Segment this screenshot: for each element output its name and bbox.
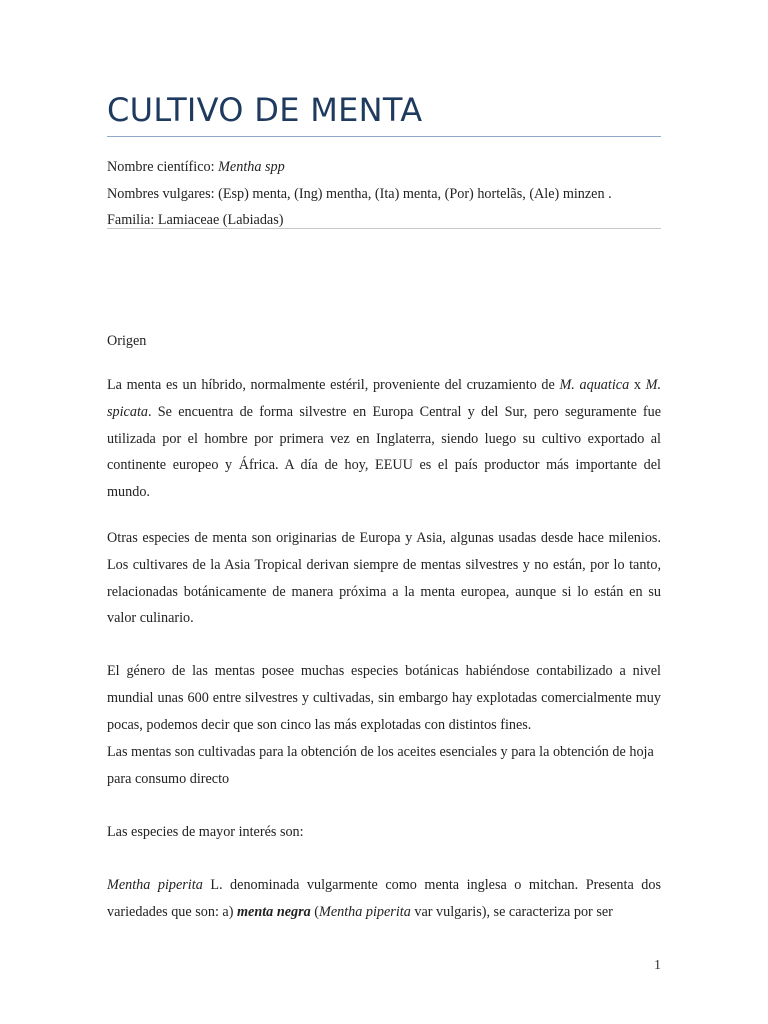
document-title: CULTIVO DE MENTA (107, 91, 423, 129)
scientific-name-value: Mentha spp (218, 159, 285, 175)
paragraph-other-species: Otras especies de menta son originarias de Europa y Asia, algunas usadas desde hace milenios. Los cultivares de la Asia Tropical derivan siempre de mentas silvestres y no están, por lo tanto, relacionadas botánicamente de manera próxima a la menta europea, aunque si lo están en su valor culinario. (107, 530, 661, 627)
paragraph-origin-text-3: . Se encuentra de forma silvestre en Europa Central y del Sur, pero seguramente fue utilizada por el hombre por primera vez en Inglaterra, siendo luego su cultivo exportado al continente europeo y África. A día de hoy, EEUU es el país productor más importante del mundo. (107, 403, 661, 501)
scientific-name-line (107, 154, 661, 181)
paragraph-piperita-text-1: L. denominada vulgarmente como menta inglesa o mitchan. Presenta dos variedades que son: a) (107, 877, 661, 920)
paragraph-piperita-text-2: ( (310, 903, 319, 920)
variety-menta-negra: menta negra (237, 903, 311, 920)
scientific-name-label: Nombre científico: (107, 159, 219, 175)
taxonomy-block (107, 154, 661, 234)
taxonomy-divider (107, 228, 661, 229)
species-heading: Las especies de mayor interés son: (107, 824, 304, 840)
origin-heading: Origen (107, 333, 147, 349)
title-divider (107, 136, 661, 137)
paragraph-origin-text-1: La menta es un híbrido, normalmente estéril, proveniente del cruzamiento de (107, 377, 560, 393)
paragraph-uses: Las mentas son cultivadas para la obtención de los aceites esenciales y para la obtención de hoja para consumo directo (107, 744, 654, 787)
family-line: Familia: Lamiaceae (Labiadas) (107, 212, 284, 228)
paragraph-genus: El género de las mentas posee muchas especies botánicas habiéndose contabilizado a nivel mundial unas 600 entre silvestres y cultivadas, sin embargo hay explotadas comercialmente muy pocas, podemos decir que son cinco las más explotadas con distintos fines. (107, 663, 661, 733)
species-m-aquatica: M. aquatica (559, 377, 630, 393)
paragraph-piperita-text-3: var vulgaris), se caracteriza por ser (410, 903, 613, 920)
species-m-spicata: M. spicata (107, 377, 662, 420)
paragraph-origin (107, 372, 661, 506)
page-number: 1 (654, 958, 661, 973)
paragraph-origin-text-2: x (629, 377, 646, 393)
paragraph-mentha-piperita (107, 872, 661, 926)
variety-scientific-name: Mentha piperita (319, 903, 411, 920)
species-mentha-piperita: Mentha piperita (107, 877, 203, 893)
common-names-line: Nombres vulgares: (Esp) menta, (Ing) mentha, (Ita) menta, (Por) hortelãs, (Ale) minzen . (107, 185, 612, 202)
